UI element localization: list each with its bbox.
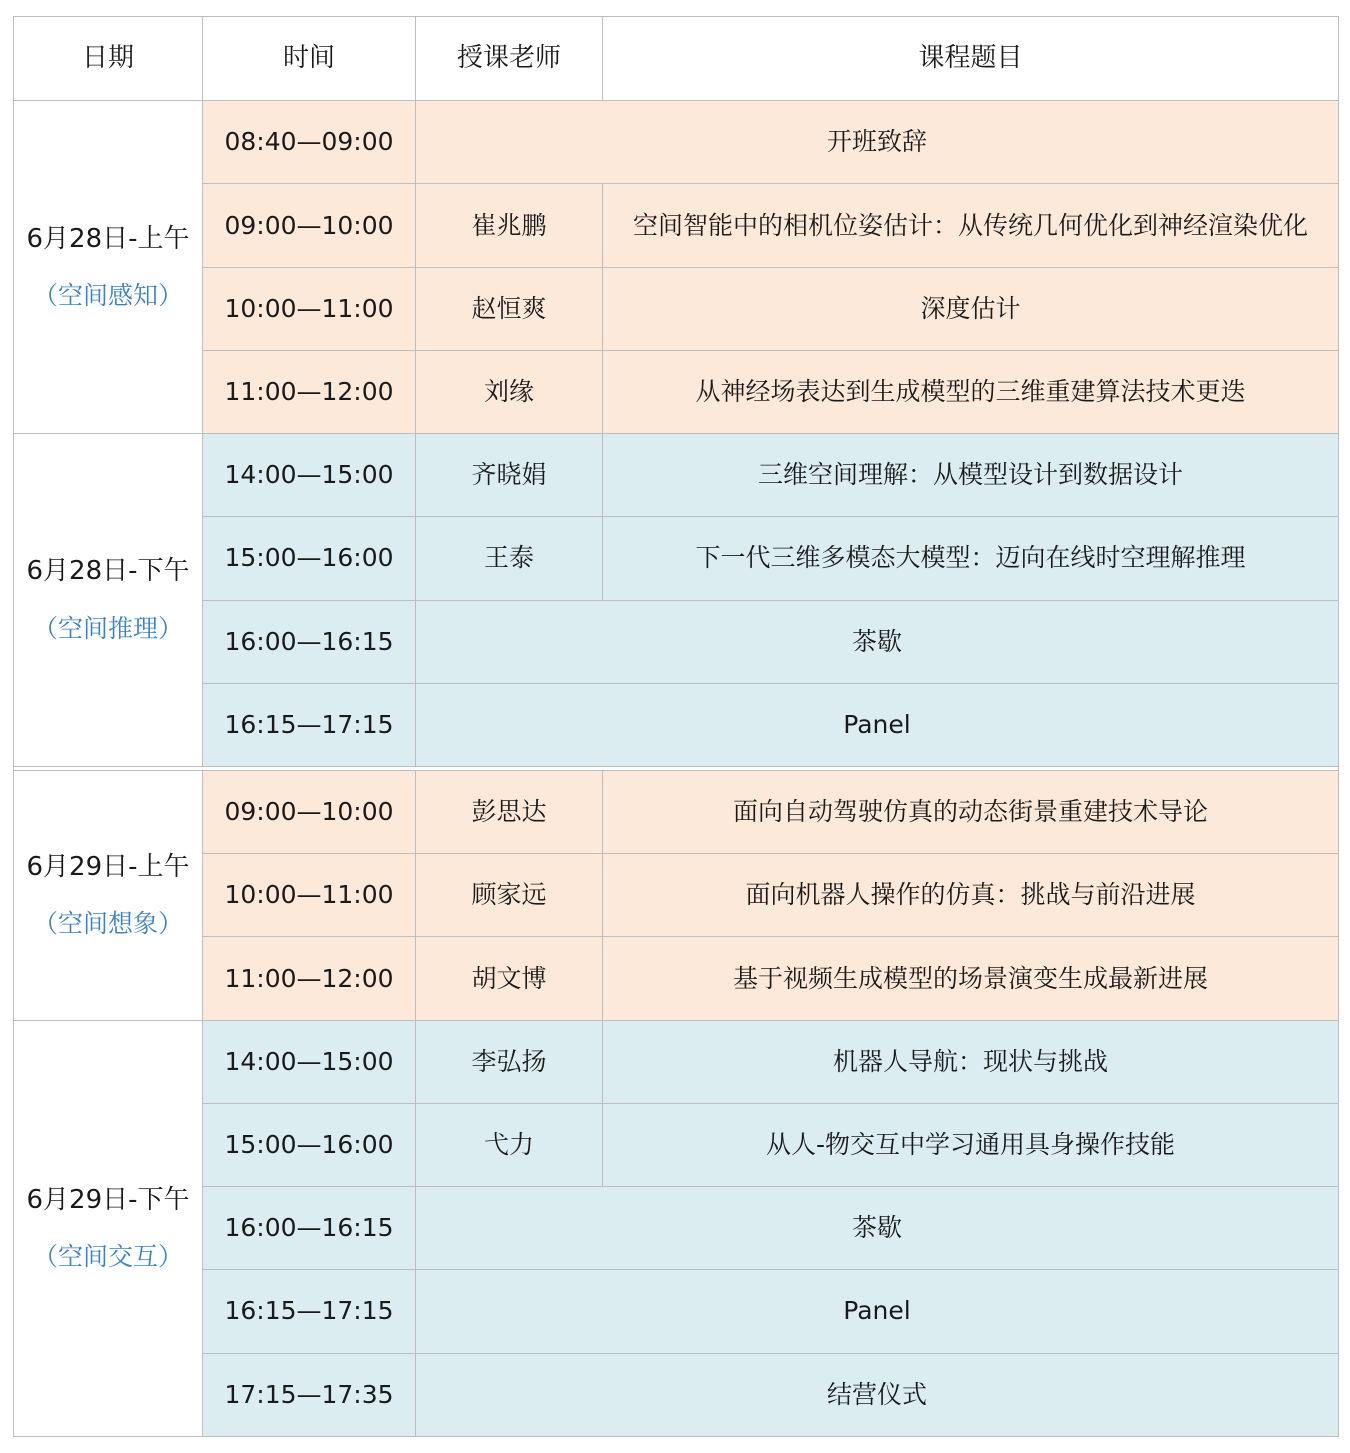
table-row [14, 184, 1339, 267]
course-title-cell: 空间智能中的相机位姿估计：从传统几何优化到神经渲染优化 [603, 184, 1339, 267]
header-date: 日期 [14, 17, 203, 101]
table-row [14, 267, 1339, 350]
table-row [14, 854, 1339, 937]
session-date: 6月29日-下午 [26, 1184, 190, 1215]
time-cell: 17:15—17:35 [203, 1353, 416, 1436]
table-row [14, 1270, 1339, 1353]
table-row [14, 600, 1339, 683]
teacher-cell: 胡文博 [416, 937, 603, 1020]
event-title-cell: 茶歇 [416, 600, 1339, 683]
time-cell: 16:00—16:15 [203, 600, 416, 683]
table-row [14, 771, 1339, 854]
session-date-cell [14, 771, 203, 1021]
course-title-cell: 三维空间理解：从模型设计到数据设计 [603, 434, 1339, 517]
table-row [14, 350, 1339, 433]
time-cell: 16:00—16:15 [203, 1187, 416, 1270]
teacher-cell: 彭思达 [416, 771, 603, 854]
table-row [14, 101, 1339, 184]
schedule-body [14, 17, 1339, 1437]
header-teacher: 授课老师 [416, 17, 603, 101]
teacher-cell: 刘缘 [416, 350, 603, 433]
time-cell: 10:00—11:00 [203, 854, 416, 937]
course-title-cell: 深度估计 [603, 267, 1339, 350]
session-date-cell [14, 434, 203, 767]
table-row [14, 517, 1339, 600]
session-date-cell [14, 1020, 203, 1436]
time-cell: 08:40—09:00 [203, 101, 416, 184]
session-theme: （空间想象） [32, 908, 183, 938]
session-date-cell [14, 101, 203, 434]
teacher-cell: 齐晓娟 [416, 434, 603, 517]
time-cell: 14:00—15:00 [203, 434, 416, 517]
table-row [14, 434, 1339, 517]
time-cell: 11:00—12:00 [203, 937, 416, 1020]
time-cell: 15:00—16:00 [203, 517, 416, 600]
header-time: 时间 [203, 17, 416, 101]
course-title-cell: 从神经场表达到生成模型的三维重建算法技术更迭 [603, 350, 1339, 433]
course-title-cell: 从人-物交互中学习通用具身操作技能 [603, 1103, 1339, 1186]
session-theme: （空间推理） [32, 613, 183, 643]
table-row [14, 1187, 1339, 1270]
session-theme: （空间交互） [32, 1241, 183, 1271]
course-title-cell: 面向自动驾驶仿真的动态街景重建技术导论 [603, 771, 1339, 854]
course-title-cell: 机器人导航：现状与挑战 [603, 1020, 1339, 1103]
time-cell: 16:15—17:15 [203, 683, 416, 766]
teacher-cell: 王泰 [416, 517, 603, 600]
time-cell: 11:00—12:00 [203, 350, 416, 433]
event-title-cell: Panel [416, 1270, 1339, 1353]
session-date: 6月29日-上午 [26, 851, 190, 882]
header-row [14, 17, 1339, 101]
time-cell: 09:00—10:00 [203, 771, 416, 854]
schedule-table [13, 16, 1339, 1437]
header-course-title: 课程题目 [603, 17, 1339, 101]
session-date: 6月28日-上午 [26, 223, 190, 254]
time-cell: 15:00—16:00 [203, 1103, 416, 1186]
event-title-cell: 开班致辞 [416, 101, 1339, 184]
table-row [14, 1353, 1339, 1436]
session-theme: （空间感知） [32, 280, 183, 310]
teacher-cell: 弋力 [416, 1103, 603, 1186]
time-cell: 10:00—11:00 [203, 267, 416, 350]
table-row [14, 937, 1339, 1020]
teacher-cell: 顾家远 [416, 854, 603, 937]
event-title-cell: Panel [416, 683, 1339, 766]
course-title-cell: 基于视频生成模型的场景演变生成最新进展 [603, 937, 1339, 1020]
table-row [14, 1020, 1339, 1103]
table-row [14, 683, 1339, 766]
course-title-cell: 面向机器人操作的仿真：挑战与前沿进展 [603, 854, 1339, 937]
table-row [14, 1103, 1339, 1186]
time-cell: 16:15—17:15 [203, 1270, 416, 1353]
teacher-cell: 李弘扬 [416, 1020, 603, 1103]
teacher-cell: 崔兆鹏 [416, 184, 603, 267]
time-cell: 09:00—10:00 [203, 184, 416, 267]
time-cell: 14:00—15:00 [203, 1020, 416, 1103]
session-date: 6月28日-下午 [26, 556, 190, 587]
event-title-cell: 结营仪式 [416, 1353, 1339, 1436]
course-title-cell: 下一代三维多模态大模型：迈向在线时空理解推理 [603, 517, 1339, 600]
event-title-cell: 茶歇 [416, 1187, 1339, 1270]
teacher-cell: 赵恒爽 [416, 267, 603, 350]
